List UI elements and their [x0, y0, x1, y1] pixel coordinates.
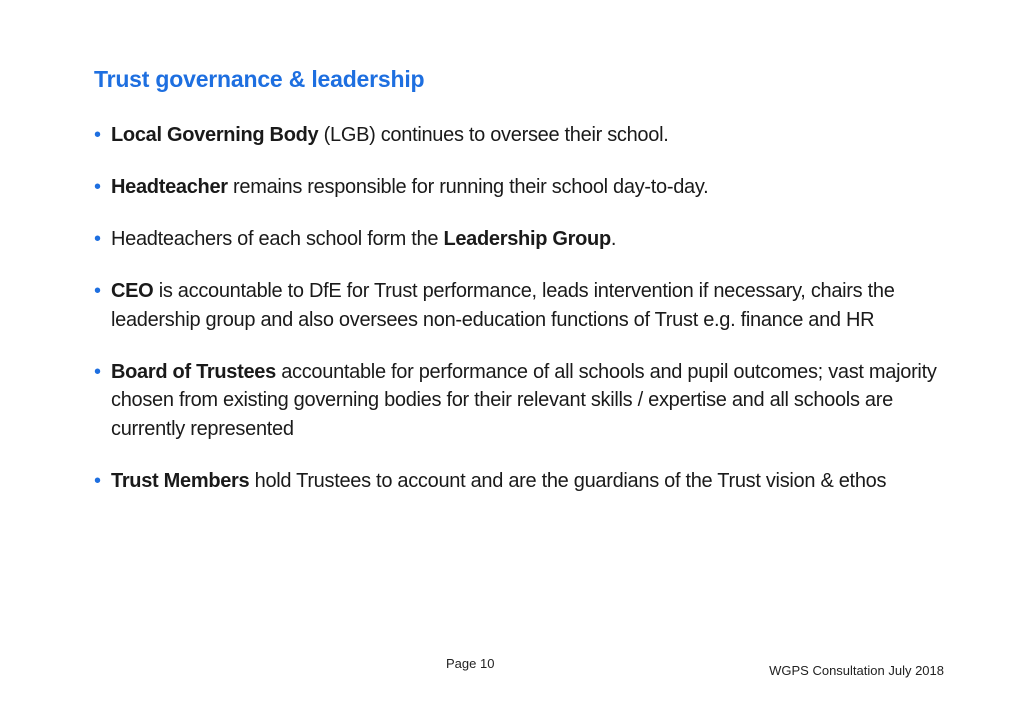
bullet-text-after: .	[610, 228, 617, 250]
bullet-text-after: (LGB) continues to oversee their school.	[318, 124, 669, 146]
bullet-bold-term: Board of Trustees	[111, 360, 276, 383]
bullet-item-headteacher	[94, 173, 964, 202]
bullet-bold-term: Local Governing Body	[111, 124, 319, 146]
bullet-bold-term: Leadership Group	[443, 228, 611, 250]
bullet-item-board-of-trustees	[94, 358, 964, 444]
bullet-text-after: is accountable to DfE for Trust performance, leads intervention if necessary, chairs the leadership group and also oversees non-education functions of Trust e.g. finance and HR	[111, 280, 895, 331]
bullet-bold-term: Trust Members	[111, 469, 250, 492]
bullet-icon: •	[94, 280, 101, 302]
bullet-text-after: accountable for performance of all schools and pupil outcomes; vast majority chosen from existing governing bodies for their relevant skills / expertise and all schools are currently represented	[111, 360, 937, 440]
bullet-icon: •	[94, 124, 101, 146]
footer-consultation-label: WGPS Consultation July 2018	[769, 663, 944, 678]
bullet-icon: •	[94, 469, 101, 492]
page-number: Page 10	[446, 656, 495, 671]
bullet-item-trust-members	[94, 467, 964, 496]
slide-title: Trust governance & leadership	[94, 66, 425, 92]
bullet-icon: •	[94, 176, 101, 198]
bullet-list	[94, 121, 964, 519]
bullet-item-ceo	[94, 277, 964, 334]
bullet-text-after: hold Trustees to account and are the guardians of the Trust vision & ethos	[249, 469, 887, 492]
bullet-bold-term: CEO	[111, 280, 154, 302]
bullet-icon: •	[94, 360, 101, 383]
bullet-text-after: remains responsible for running their school day-to-day.	[227, 176, 709, 198]
bullet-icon: •	[94, 228, 101, 250]
bullet-item-local-governing-body	[94, 121, 964, 150]
bullet-text-before: Headteachers of each school form the	[111, 228, 444, 250]
bullet-bold-term: Headteacher	[111, 176, 228, 198]
bullet-item-leadership-group	[94, 225, 964, 254]
